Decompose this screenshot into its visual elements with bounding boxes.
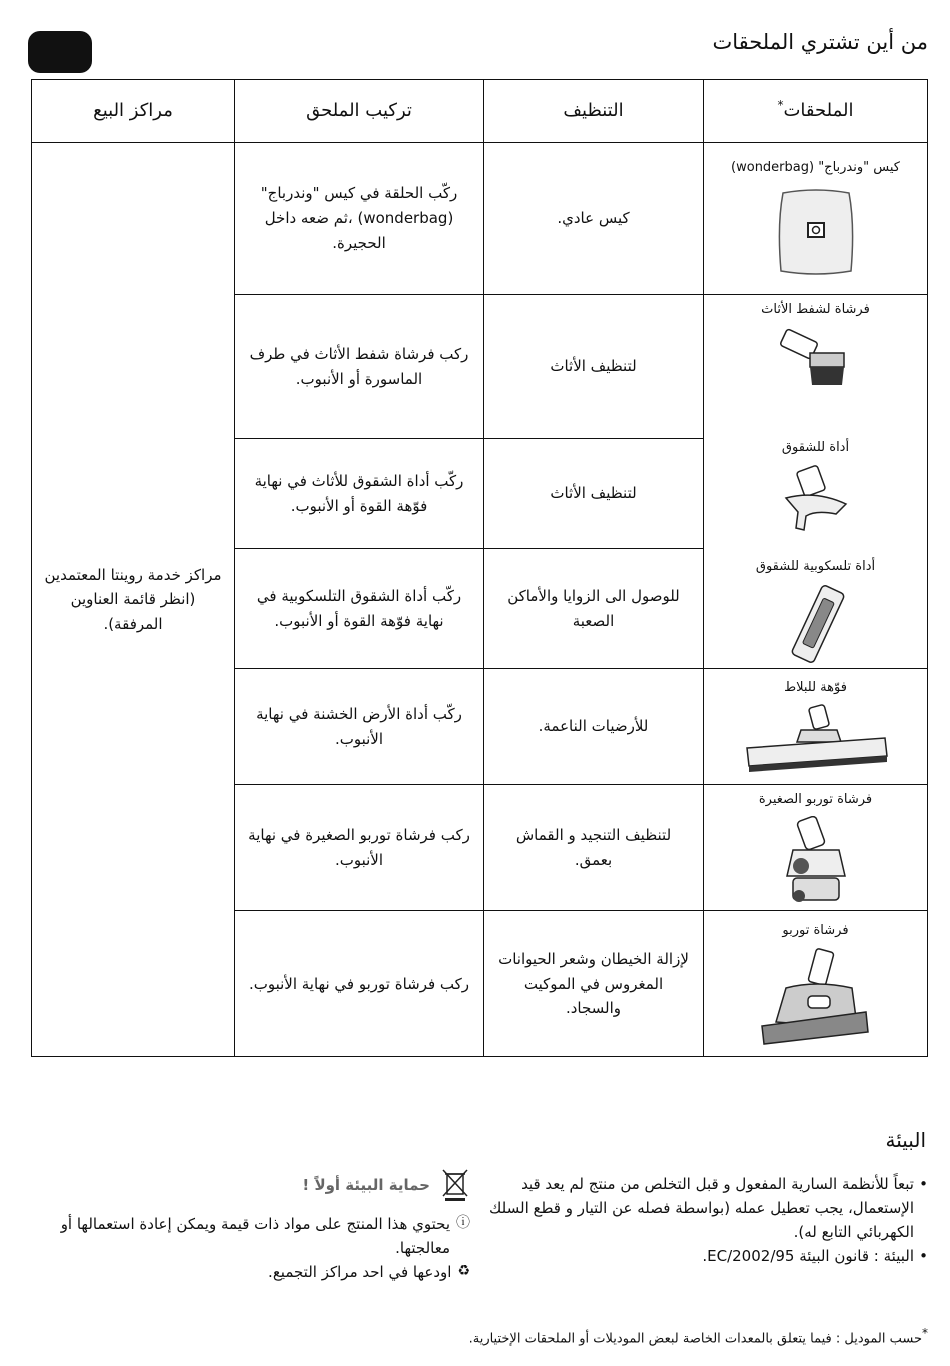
accessory-name: فوّهة للبلاط	[784, 679, 847, 695]
accessory-name: كيس "وندرباج" (wonderbag)	[731, 160, 900, 176]
accessory-cell	[704, 785, 928, 911]
table-row	[32, 143, 928, 295]
crevice-tool-icon	[776, 464, 856, 534]
cleaning-cell: للوصول الى الزوايا والأماكن الصعبة	[484, 549, 704, 669]
installation-cell: ركّب أداة الشقوق للأثاث في نهاية فوّهة القوة أو الأنبوب.	[235, 439, 484, 549]
cleaning-cell: كيس عادي.	[484, 143, 704, 295]
protection-line	[30, 1260, 470, 1284]
protection-line	[30, 1212, 470, 1260]
section-tab	[28, 31, 92, 73]
list-item: • تبعاً للأنظمة السارية المفعول و قبل التخلص من منتج لم يعد قيد الإستعمال، يجب تعطيل عمله (بواسطة فصله عن التيار و قطع السلك الكهربائي التابع له).	[488, 1172, 928, 1244]
header-accessories: الملحقات*	[704, 80, 928, 143]
turbo-brush-icon	[756, 948, 876, 1048]
accessory-cell	[704, 143, 928, 295]
wonderbag-icon	[771, 185, 861, 280]
installation-cell: ركّب أداة الأرض الخشنة في نهاية الأنبوب.	[235, 669, 484, 785]
crossed-bin-icon	[440, 1168, 470, 1202]
accessory-cell-group	[704, 295, 928, 669]
mini-turbo-brush-icon	[771, 816, 861, 906]
footnote	[469, 1326, 928, 1346]
installation-cell: ركّب أداة الشقوق التلسكوبية في نهاية فوّهة القوة أو الأنبوب.	[235, 549, 484, 669]
furniture-brush-icon	[776, 327, 856, 397]
header-installation: تركيب الملحق	[235, 80, 484, 143]
cleaning-cell: للأرضيات الناعمة.	[484, 669, 704, 785]
cleaning-cell: لإزالة الخيطان وشعر الحيوانات المغروس في الموكيت والسجاد.	[484, 911, 704, 1057]
cleaning-cell: لتنظيف الأثاث	[484, 439, 704, 549]
installation-cell: ركب فرشاة شفط الأثاث في طرف الماسورة أو الأنبوب.	[235, 295, 484, 439]
header-cleaning: التنظيف	[484, 80, 704, 143]
accessory-name: فرشاة لشفط الأثاث	[761, 302, 870, 318]
installation-cell: ركب فرشاة توربو في نهاية الأنبوب.	[235, 911, 484, 1057]
accessory-name: فرشاة توربو الصغيرة	[758, 792, 873, 807]
environment-protection	[30, 1168, 470, 1284]
accessory-name: أداة تلسكوبية للشقوق	[755, 559, 876, 575]
cleaning-cell: لتنظيف التنجيد و القماش بعمق.	[484, 785, 704, 911]
installation-cell: ركب فرشاة توربو الصغيرة في نهاية الأنبوب.	[235, 785, 484, 911]
protection-title: حماية البيئة أولاً !	[302, 1176, 430, 1194]
header-star: *	[777, 98, 784, 113]
accessory-cell	[704, 669, 928, 785]
accessories-table	[31, 79, 928, 1057]
list-item: • البيئة : قانون البيئة 2002/95/EC.	[488, 1244, 928, 1268]
environment-list	[488, 1172, 928, 1268]
environment-title: البيئة	[885, 1128, 926, 1152]
telescopic-crevice-tool-icon	[776, 584, 856, 664]
recycle-icon: ♻	[457, 1263, 470, 1279]
sales-cell: مراكز خدمة روينتا المعتمدين (انظر قائمة العناوين المرفقة).	[32, 143, 235, 1057]
cleaning-cell: لتنظيف الأثاث	[484, 295, 704, 439]
accessory-cell	[704, 911, 928, 1057]
footnote-text: حسب الموديل : فيما يتعلق بالمعدات الخاصة لبعض الموديلات أو الملحقات الإختيارية.	[468, 1331, 922, 1347]
info-icon: ⓘ	[456, 1215, 470, 1231]
footnote-star: *	[922, 1326, 928, 1340]
accessory-name: فرشاة توربو	[782, 923, 849, 939]
parquet-nozzle-icon	[741, 704, 891, 776]
protection-header	[30, 1168, 470, 1202]
header-sales: مراكز البيع	[32, 80, 235, 143]
accessory-name: أداة للشقوق	[781, 439, 850, 455]
installation-cell: ركّب الحلقة في كيس "وندرباج" (wonderbag) ،ثم ضعه داخل الحجيرة.	[235, 143, 484, 295]
page-title: من أين تشتري الملحقات	[712, 30, 928, 54]
protection-text: اودعها في احد مراكز التجميع.	[268, 1263, 452, 1281]
protection-text: يحتوي هذا المنتج على مواد ذات قيمة ويمكن إعادة استعمالها أو معالجتها.	[60, 1215, 450, 1257]
table-header-row	[32, 80, 928, 143]
